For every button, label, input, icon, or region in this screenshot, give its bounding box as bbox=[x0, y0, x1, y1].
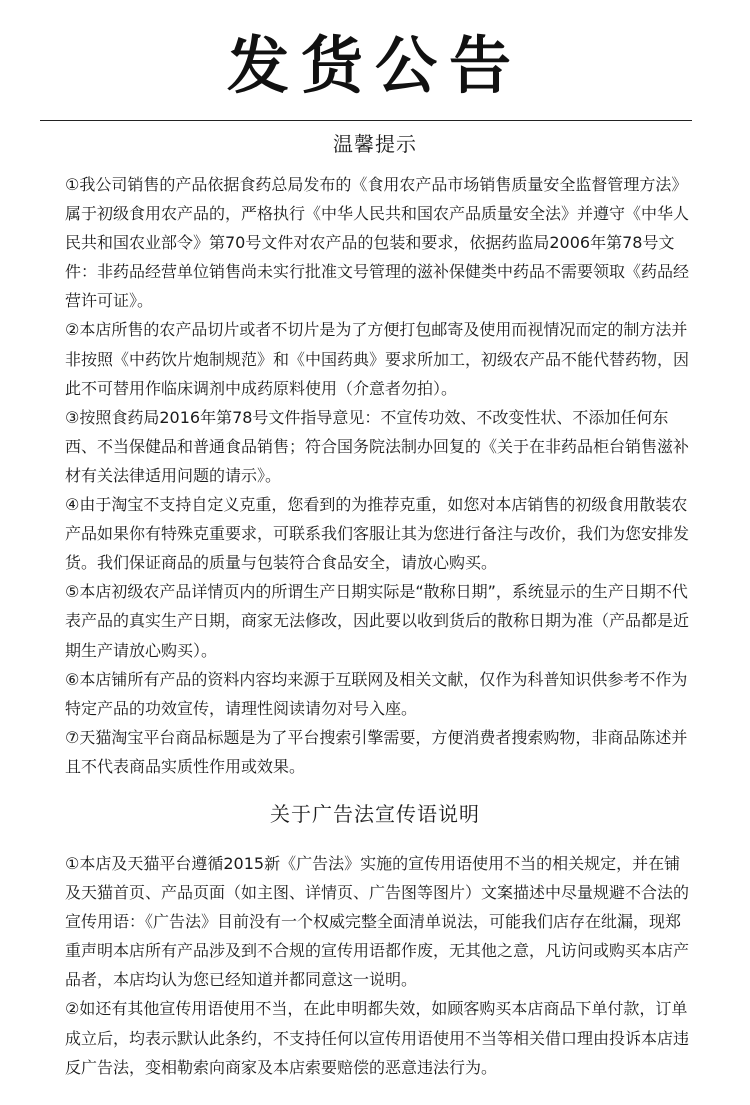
ad-law-body bbox=[65, 849, 690, 1082]
reminder-item: ②本店所售的农产品切片或者不切片是为了方便打包邮寄及使用而视情况而定的制方法并非按照《中药饮片炮制规范》和《中国药典》要求所加工，初级农产品不能代替药物，因此不可替用作临床调剂中成药原料使用（介意者勿拍）。 bbox=[65, 320, 690, 398]
reminder-item: ③按照食药局2016年第78号文件指导意见：不宣传功效、不改变性状、不添加任何东西、不当保健品和普通食品销售；符合国务院法制办回复的《关于在非药品柜台销售滋补材有关法律适用问题的请示》。 bbox=[65, 407, 690, 485]
section-heading-reminder: 温馨提示 bbox=[333, 132, 417, 156]
reminder-body bbox=[65, 170, 690, 781]
reminder-item: ①我公司销售的产品依据食药总局发布的《食用农产品市场销售质量安全监督管理方法》属于初级食用农产品的，严格执行《中华人民共和国农产品质量安全法》并遵守《中华人民共和国农业部令》第70号文件对农产品的包装和要求，依据药监局2006年第78号文件：非药品经营单位销售尚未实行批准文号管理的滋补保健类中药品不需要领取《药品经营许可证》。 bbox=[65, 175, 690, 311]
title-divider bbox=[40, 120, 692, 121]
reminder-item: ④由于淘宝不支持自定义克重，您看到的为推荐克重，如您对本店销售的初级食用散装农产品如果你有特殊克重要求，可联系我们客服让其为您进行备注与改价，我们为您安排发货。我们保证商品的质量与包装符合食品安全，请放心购买。 bbox=[65, 495, 690, 573]
reminder-item: ⑤本店初级农产品详情页内的所谓生产日期实际是“散称日期”，系统显示的生产日期不代表产品的真实生产日期，商家无法修改，因此要以收到货后的散称日期为准（产品都是近期生产请放心购买）。 bbox=[65, 582, 690, 660]
ad-law-item: ②如还有其他宣传用语使用不当，在此申明都失效，如顾客购买本店商品下单付款，订单成立后，均表示默认此条约，不支持任何以宣传用语使用不当等相关借口理由投诉本店违反广告法，变相勒索向商家及本店索要赔偿的恶意违法行为。 bbox=[65, 999, 690, 1077]
section-heading-ad-law: 关于广告法宣传语说明 bbox=[270, 802, 480, 826]
reminder-item: ⑥本店铺所有产品的资料内容均来源于互联网及相关文献，仅作为科普知识供参考不作为特定产品的功效宣传，请理性阅读请勿对号入座。 bbox=[65, 669, 688, 718]
page-title: 发货公告 bbox=[226, 29, 523, 102]
reminder-item: ⑦天猫淘宝平台商品标题是为了平台搜索引擎需要，方便消费者搜索购物，非商品陈述并且不代表商品实质性作用或效果。 bbox=[65, 727, 688, 776]
ad-law-item: ①本店及天猫平台遵循2015新《广告法》实施的宣传用语使用不当的相关规定，并在铺及天猫首页、产品页面（如主图、详情页、广告图等图片）文案描述中尽量规避不合法的宣传用语：《广告法》目前没有一个权威完整全面清单说法，可能我们店存在纰漏，现郑重声明本店所有产品涉及到不合规的宣传用语都作废，无其他之意，凡访问或购买本店产品者，本店均认为您已经知道并都同意这一说明。 bbox=[65, 854, 690, 990]
